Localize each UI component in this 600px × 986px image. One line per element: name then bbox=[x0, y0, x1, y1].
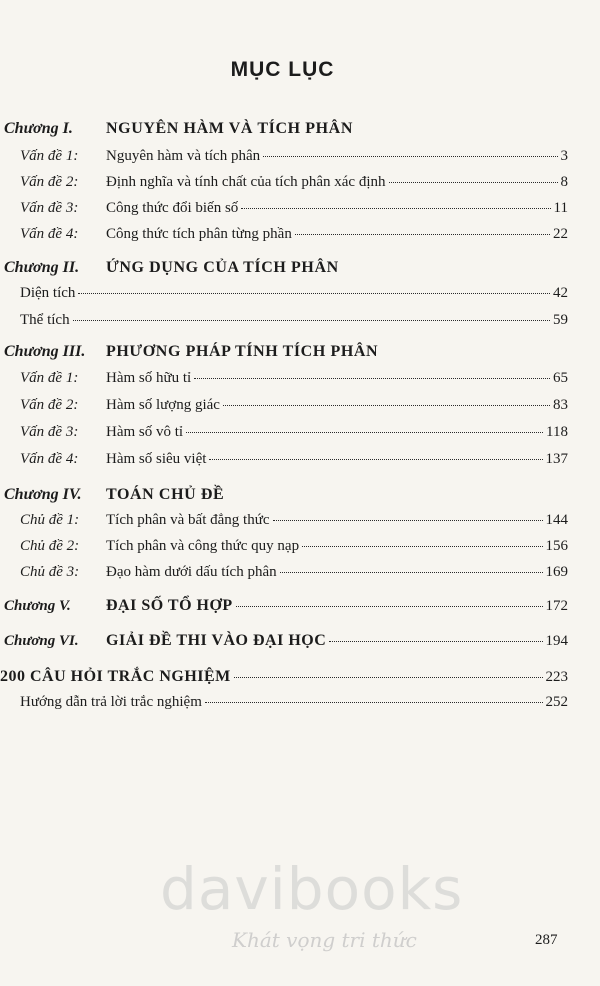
entry-label: Vấn đề 1: bbox=[20, 148, 79, 164]
page-number: 287 bbox=[535, 932, 558, 948]
toc-entry[interactable] bbox=[0, 312, 568, 332]
leader-dots bbox=[302, 546, 542, 547]
chapter-title: NGUYÊN HÀM VÀ TÍCH PHÂN bbox=[106, 120, 353, 137]
entry-page: 118 bbox=[546, 424, 568, 440]
leader-dots bbox=[295, 234, 550, 235]
toc-entry[interactable] bbox=[0, 200, 568, 220]
leader-dots bbox=[273, 520, 543, 521]
chapter-title: PHƯƠNG PHÁP TÍNH TÍCH PHÂN bbox=[106, 343, 379, 360]
toc-entry[interactable] bbox=[0, 148, 568, 168]
chapter-label: Chương II. bbox=[4, 259, 80, 276]
leader-dots bbox=[186, 432, 543, 433]
chapter-heading bbox=[4, 259, 339, 281]
leader-dots bbox=[223, 405, 550, 406]
page-title: MỤC LỤC bbox=[230, 58, 335, 81]
leader-dots bbox=[263, 156, 557, 157]
leader-dots bbox=[234, 677, 543, 678]
chapter-heading bbox=[4, 120, 353, 142]
toc-entry[interactable] bbox=[0, 668, 568, 688]
entry-label: Vấn đề 3: bbox=[20, 200, 79, 216]
chapter-heading bbox=[4, 486, 224, 508]
toc-entry[interactable] bbox=[0, 538, 568, 558]
entry-label: Chương V. bbox=[4, 598, 71, 614]
toc-entry[interactable] bbox=[0, 424, 568, 444]
chapter-label: Chương I. bbox=[4, 120, 73, 137]
entry-label: Chủ đề 2: bbox=[20, 538, 80, 554]
entry-page: 11 bbox=[553, 200, 568, 216]
toc-entry[interactable] bbox=[0, 226, 568, 246]
entry-label: Vấn đề 2: bbox=[20, 397, 79, 413]
entry-page: 156 bbox=[545, 538, 568, 554]
entry-page: 83 bbox=[553, 397, 568, 413]
entry-page: 22 bbox=[553, 226, 568, 242]
entry-label: Vấn đề 4: bbox=[20, 226, 79, 242]
toc-entry[interactable] bbox=[0, 694, 568, 714]
entry-page: 42 bbox=[553, 285, 568, 301]
leader-dots bbox=[236, 606, 543, 607]
entry-text: Hàm số vô tỉ bbox=[106, 424, 184, 440]
entry-page: 59 bbox=[553, 312, 568, 328]
toc-entry[interactable] bbox=[0, 632, 568, 652]
entry-text: Hàm số siêu việt bbox=[106, 451, 207, 467]
entry-text: Hàm số hữu tỉ bbox=[106, 370, 192, 386]
leader-dots bbox=[280, 572, 543, 573]
leader-dots bbox=[389, 182, 558, 183]
entry-page: 172 bbox=[545, 598, 568, 614]
entry-label: Vấn đề 3: bbox=[20, 424, 79, 440]
entry-label: Vấn đề 1: bbox=[20, 370, 79, 386]
leader-dots bbox=[205, 702, 543, 703]
toc-entry[interactable] bbox=[0, 174, 568, 194]
toc-entry[interactable] bbox=[0, 285, 568, 305]
entry-text: Đạo hàm dưới dấu tích phân bbox=[106, 564, 277, 580]
entry-text: Định nghĩa và tính chất của tích phân xác định bbox=[106, 174, 386, 190]
leader-dots bbox=[78, 293, 550, 294]
entry-page: 65 bbox=[553, 370, 568, 386]
entry-text: Hàm số lượng giác bbox=[106, 397, 220, 413]
entry-label: Chủ đề 3: bbox=[20, 564, 80, 580]
entry-page: 8 bbox=[560, 174, 568, 190]
chapter-title: ỨNG DỤNG CỦA TÍCH PHÂN bbox=[106, 259, 339, 276]
leader-dots bbox=[194, 378, 550, 379]
toc-entry[interactable] bbox=[0, 564, 568, 584]
toc-entry[interactable] bbox=[0, 370, 568, 390]
toc-entry[interactable] bbox=[0, 597, 568, 617]
entry-label: Chương VI. bbox=[4, 633, 79, 649]
entry-label: Chủ đề 1: bbox=[20, 512, 80, 528]
leader-dots bbox=[329, 641, 542, 642]
entry-page: 169 bbox=[545, 564, 568, 580]
toc-entry[interactable] bbox=[0, 397, 568, 417]
chapter-title: TOÁN CHỦ ĐỀ bbox=[106, 486, 225, 503]
entry-text: GIẢI ĐỀ THI VÀO ĐẠI HỌC bbox=[106, 632, 327, 649]
watermark-tagline: Khát vọng tri thức bbox=[232, 928, 417, 952]
entry-text: Tích phân và bất đẳng thức bbox=[106, 512, 270, 528]
entry-text: Tích phân và công thức quy nạp bbox=[106, 538, 300, 554]
entry-page: 252 bbox=[545, 694, 568, 710]
entry-label: Vấn đề 2: bbox=[20, 174, 79, 190]
leader-dots bbox=[209, 459, 542, 460]
entry-label: Vấn đề 4: bbox=[20, 451, 79, 467]
watermark-logo: davibooks bbox=[160, 855, 464, 923]
entry-text: Hướng dẫn trả lời trắc nghiệm bbox=[20, 694, 202, 710]
chapter-heading bbox=[4, 343, 378, 365]
entry-page: 3 bbox=[560, 148, 568, 164]
leader-dots bbox=[73, 320, 550, 321]
entry-text: Công thức đổi biến số bbox=[106, 200, 239, 216]
entry-text: ĐẠI SỐ TỔ HỢP bbox=[106, 597, 233, 614]
entry-page: 223 bbox=[545, 669, 568, 685]
entry-text: Diện tích bbox=[20, 285, 76, 301]
entry-text: Công thức tích phân từng phần bbox=[106, 226, 292, 242]
chapter-label: Chương IV. bbox=[4, 486, 82, 503]
toc-entry[interactable] bbox=[0, 451, 568, 471]
entry-page: 137 bbox=[545, 451, 568, 467]
entry-page: 194 bbox=[545, 633, 568, 649]
chapter-label: Chương III. bbox=[4, 343, 86, 360]
entry-text: Nguyên hàm và tích phân bbox=[106, 148, 261, 164]
entry-text: 200 CÂU HỎI TRẮC NGHIỆM bbox=[0, 668, 231, 685]
toc-entry[interactable] bbox=[0, 512, 568, 532]
entry-page: 144 bbox=[545, 512, 568, 528]
leader-dots bbox=[241, 208, 550, 209]
entry-text: Thể tích bbox=[20, 312, 70, 328]
